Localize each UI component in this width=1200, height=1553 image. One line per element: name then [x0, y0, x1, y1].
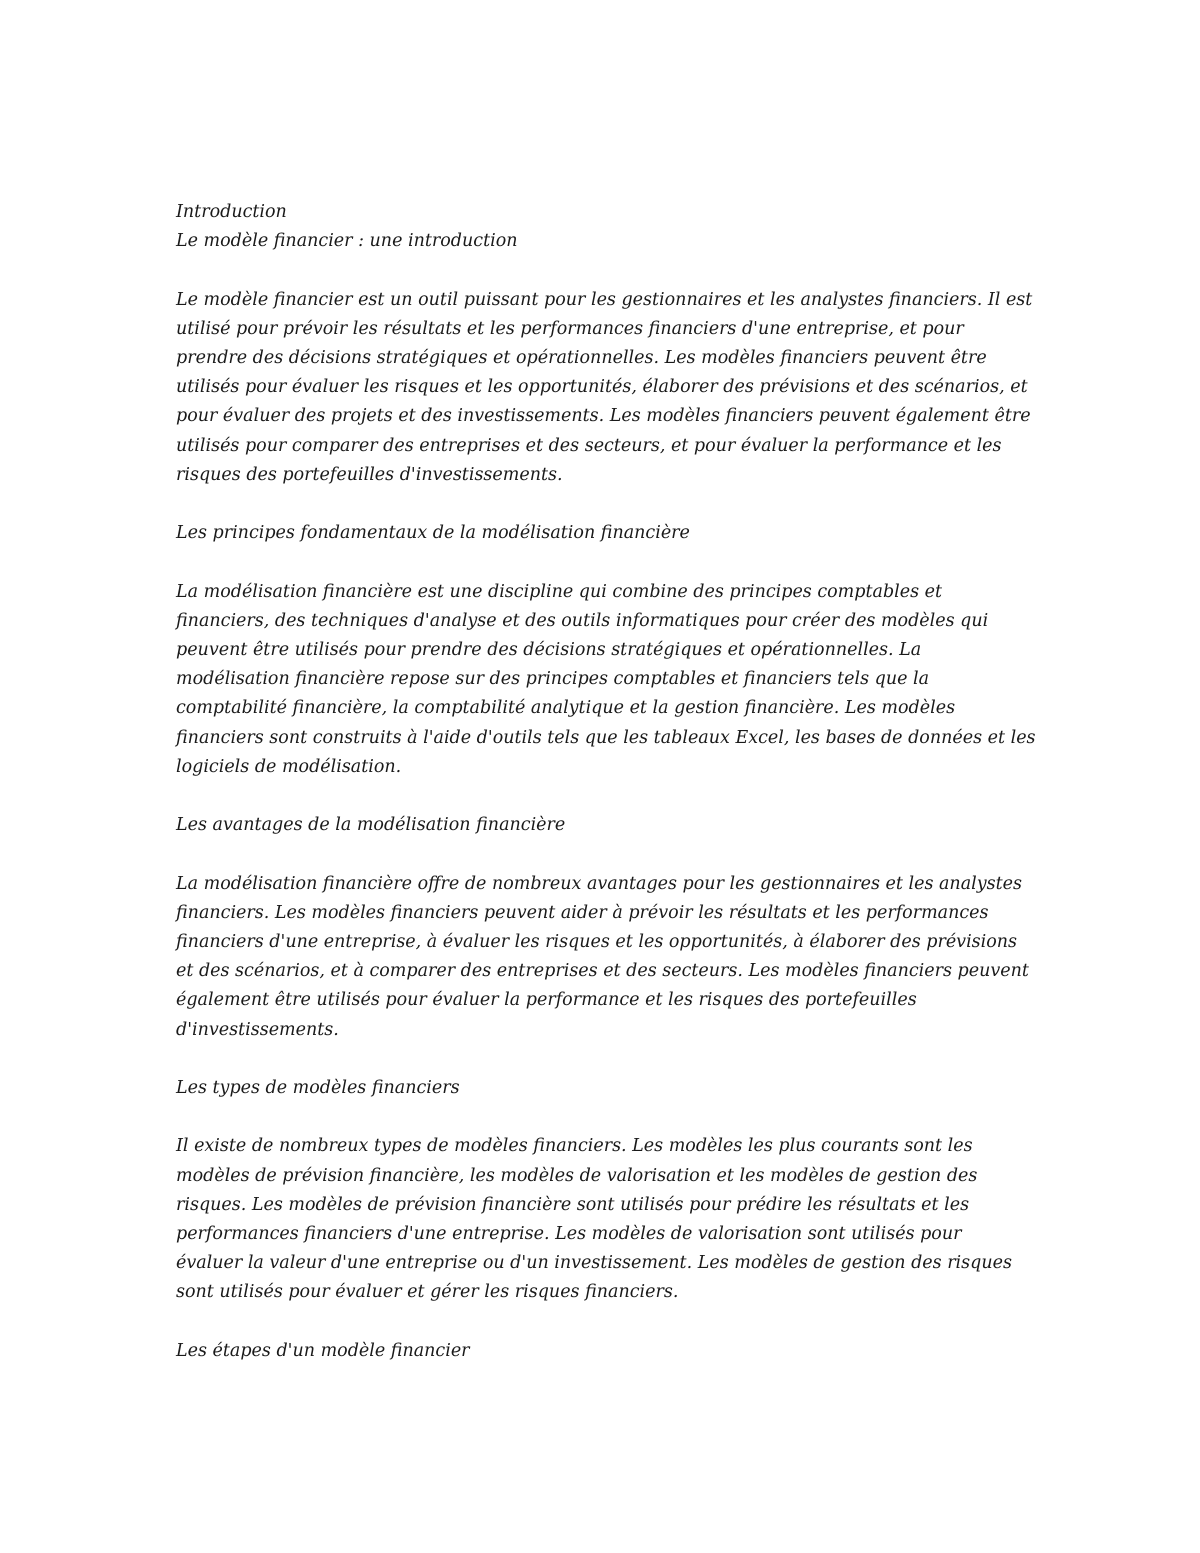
section-heading-principes: Les principes fondamentaux de la modélisation financière [176, 523, 690, 544]
paragraph-line: financiers. Les modèles financiers peuvent aider à prévoir les résultats et les performances [176, 902, 989, 923]
paragraph-line: risques. Les modèles de prévision financière sont utilisés pour prédire les résultats et les [176, 1194, 970, 1215]
paragraph-spacer [176, 256, 1036, 285]
paragraph-line: d'investissements. [176, 1019, 339, 1040]
section-paragraph-types [176, 1132, 1036, 1307]
intro-paragraph [176, 286, 1036, 490]
section-heading-avantages: Les avantages de la modélisation financière [176, 815, 566, 836]
section-heading-etapes: Les étapes d'un modèle financier [176, 1340, 470, 1361]
paragraph-line: également être utilisés pour évaluer la performance et les risques des portefeuilles [176, 990, 917, 1011]
paragraph-spacer [176, 840, 1036, 869]
paragraph-spacer [176, 490, 1036, 519]
paragraph-spacer [176, 782, 1036, 811]
paragraph-line: utilisés pour comparer des entreprises et des secteurs, et pour évaluer la performance et les [176, 435, 1002, 456]
document-title: Introduction [176, 202, 287, 222]
paragraph-line: logiciels de modélisation. [176, 756, 402, 777]
paragraph-line: performances financiers d'une entreprise. Les modèles de valorisation sont utilisés pour [176, 1224, 962, 1244]
paragraph-spacer [176, 548, 1036, 577]
paragraph-line: sont utilisés pour évaluer et gérer les risques financiers. [176, 1282, 679, 1303]
paragraph-line: peuvent être utilisés pour prendre des décisions stratégiques et opérationnelles. La [176, 640, 922, 660]
paragraph-line: modèles de prévision financière, les modèles de valorisation et les modèles de gestion des [176, 1165, 978, 1186]
paragraph-line: prendre des décisions stratégiques et opérationnelles. Les modèles financiers peuvent être [176, 348, 987, 368]
paragraph-line: évaluer la valeur d'une entreprise ou d'un investissement. Les modèles de gestion des risques [176, 1253, 1012, 1274]
paragraph-line: La modélisation financière offre de nombreux avantages pour les gestionnaires et les analystes [176, 873, 1022, 894]
paragraph-line: Le modèle financier est un outil puissant pour les gestionnaires et les analystes financiers. Il est [176, 289, 1033, 310]
paragraph-line: utilisé pour prévoir les résultats et les performances financiers d'une entreprise, et pour [176, 318, 964, 339]
section-paragraph-principes [176, 578, 1036, 782]
paragraph-spacer [176, 1308, 1036, 1337]
paragraph-line: comptabilité financière, la comptabilité analytique et la gestion financière. Les modèles [176, 698, 956, 719]
document-subtitle: Le modèle financier : une introduction [176, 231, 518, 252]
paragraph-line: financiers d'une entreprise, à évaluer les risques et les opportunités, à élaborer des prévisions [176, 932, 1018, 952]
paragraph-line: pour évaluer des projets et des investissements. Les modèles financiers peuvent également être [176, 406, 1031, 427]
paragraph-line: Il existe de nombreux types de modèles financiers. Les modèles les plus courants sont les [176, 1136, 973, 1157]
paragraph-line: financiers sont construits à l'aide d'outils tels que les tableaux Excel, les bases de données et les [176, 727, 1036, 748]
paragraph-line: modélisation financière repose sur des principes comptables et financiers tels que la [176, 669, 930, 690]
paragraph-line: et des scénarios, et à comparer des entreprises et des secteurs. Les modèles financiers peuvent [176, 961, 1029, 982]
section-heading-types: Les types de modèles financiers [176, 1078, 460, 1098]
document-body [176, 198, 1036, 1366]
paragraph-line: utilisés pour évaluer les risques et les opportunités, élaborer des prévisions et des scénarios, et [176, 377, 1028, 398]
section-paragraph-avantages [176, 870, 1036, 1045]
paragraph-spacer [176, 1103, 1036, 1132]
paragraph-line: risques des portefeuilles d'investissements. [176, 464, 563, 485]
paragraph-line: La modélisation financière est une discipline qui combine des principes comptables et [176, 581, 943, 602]
paragraph-line: financiers, des techniques d'analyse et des outils informatiques pour créer des modèles qui [176, 610, 989, 631]
paragraph-spacer [176, 1045, 1036, 1074]
